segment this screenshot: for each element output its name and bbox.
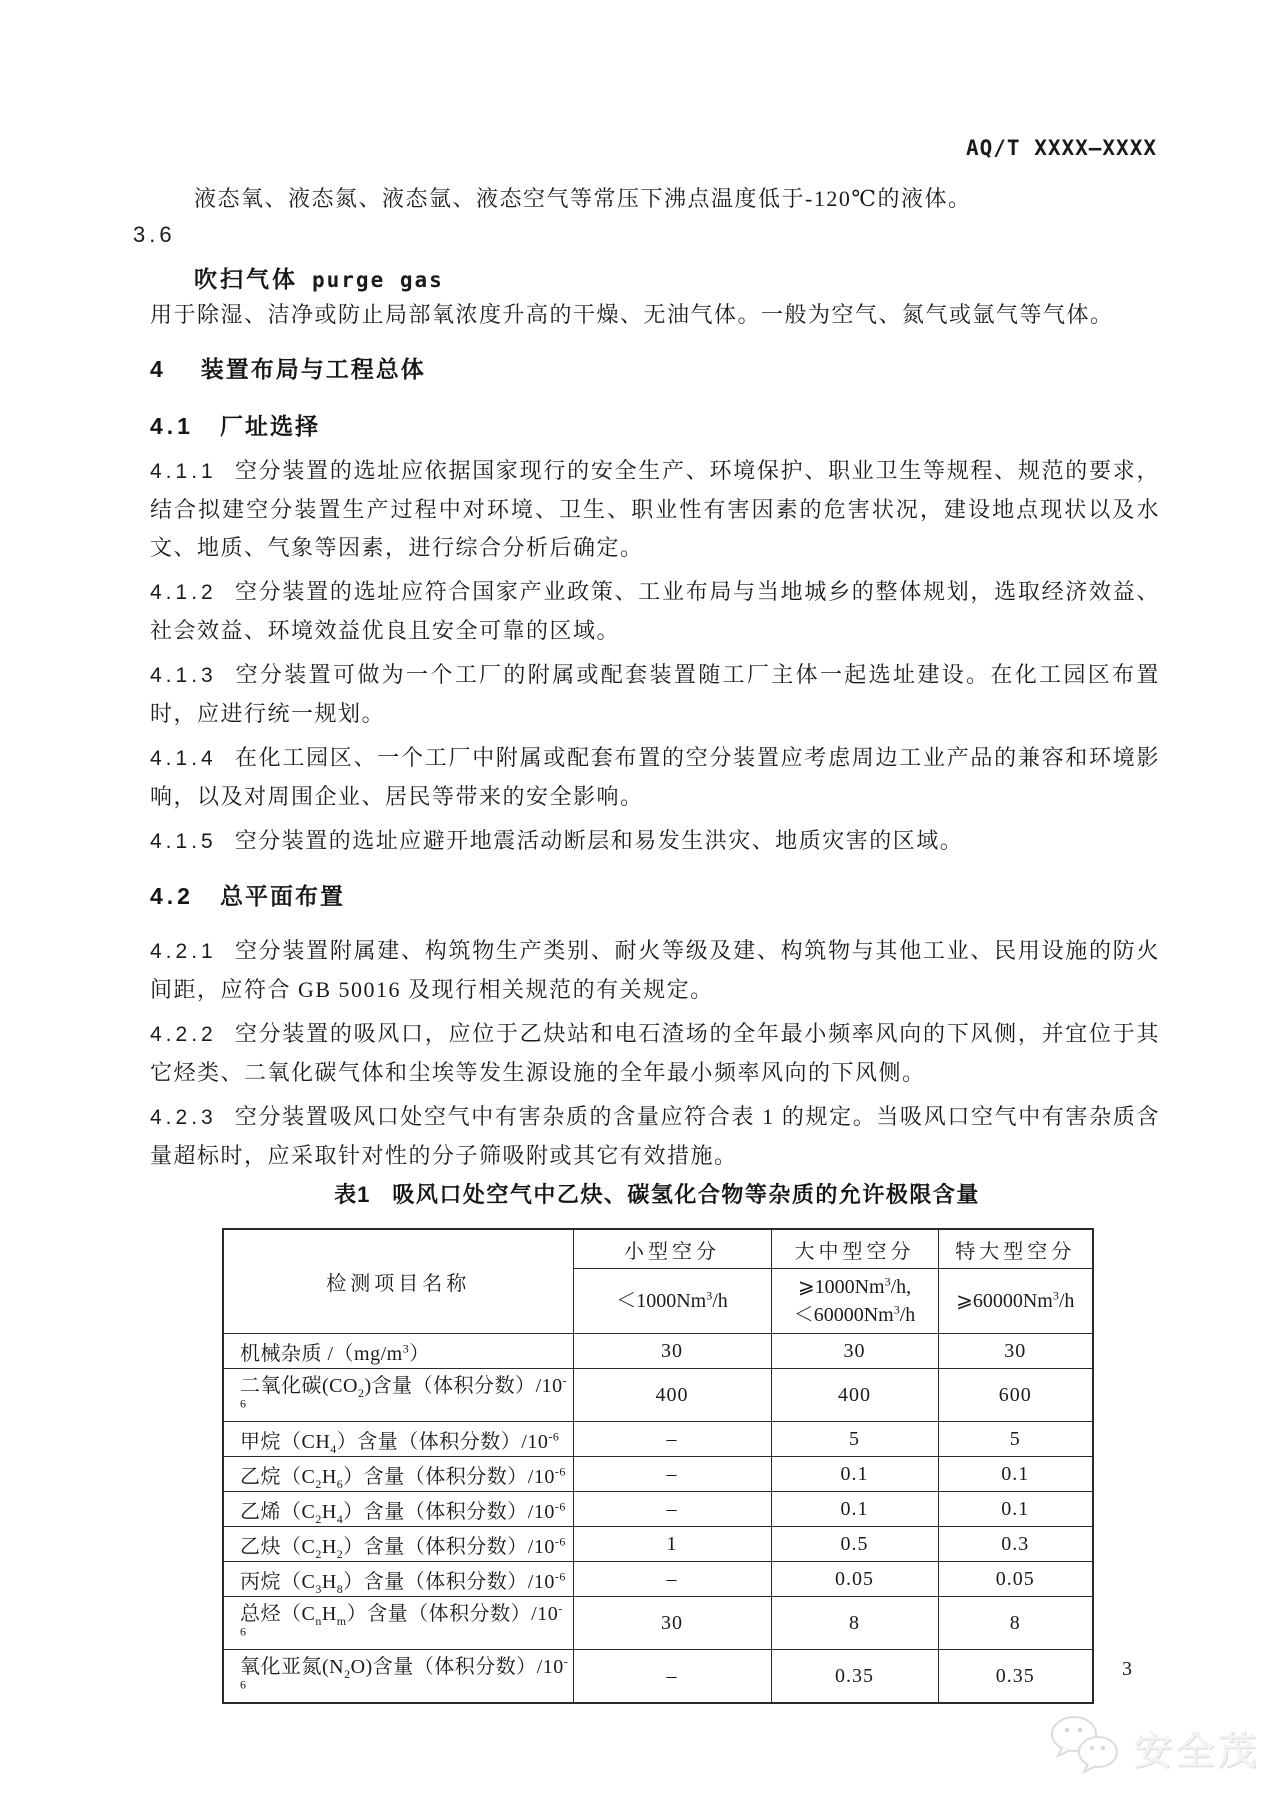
- row-value-medium-large: 5: [771, 1422, 938, 1457]
- row-value-medium-large: 0.1: [771, 1457, 938, 1492]
- table-1-caption-title: 吸风口处空气中乙炔、碳氢化合物等杂质的允许极限含量: [392, 1182, 980, 1207]
- row-value-medium-large: 0.35: [771, 1650, 938, 1704]
- row-value-small: –: [573, 1422, 771, 1457]
- table-1-body: [223, 1334, 1093, 1704]
- row-value-medium-large: 0.5: [771, 1527, 938, 1562]
- row-value-extra-large: 5: [938, 1422, 1093, 1457]
- heading-4-2-title: 总平面布置: [219, 883, 345, 909]
- clause-4-1-4: [150, 739, 1160, 816]
- table-row: [223, 1562, 1093, 1597]
- clause-number: 4.2.3: [150, 1106, 217, 1129]
- clause-4-1-5: [150, 822, 1160, 861]
- term-english: purge gas: [312, 268, 444, 292]
- table-1-caption: [222, 1178, 1092, 1209]
- row-item-label: 丙烷$(C_3H_8)$含量（体积分数）$/10^{-6}$: [223, 1562, 573, 1597]
- heading-4-1-number: 4.1: [150, 413, 194, 439]
- clause-4-2-3: [150, 1098, 1160, 1175]
- doc-code-header: AQ/T XXXX—XXXX: [965, 136, 1157, 160]
- page-number: 3: [1122, 1658, 1132, 1680]
- wechat-bubbles-icon: [1048, 1714, 1124, 1781]
- clause-4-1-3: [150, 656, 1160, 733]
- heading-4-number: 4: [150, 356, 167, 382]
- row-item-label: 乙炔$(C_2H_2)$含量（体积分数）$/10^{-6}$: [223, 1527, 573, 1562]
- watermark: [1048, 1714, 1260, 1781]
- table-row: [223, 1492, 1093, 1527]
- clause-text: 空分装置的选址应符合国家产业政策、工业布局与当地城乡的整体规划，选取经济效益、社会效益、环境效益优良且安全可靠的区域。: [150, 579, 1160, 643]
- row-item-label: 二氧化碳$(CO_2)$含量（体积分数）$/10^{-6}$: [223, 1369, 573, 1422]
- table-row: [223, 1369, 1093, 1422]
- col-header-medium-large: 大中型空分: [771, 1229, 938, 1269]
- clause-3-6-number: 3.6: [133, 222, 176, 247]
- col-header-small: 小型空分: [573, 1229, 771, 1269]
- clause-4-2-1: [150, 932, 1160, 1009]
- row-item-label: 乙烯$(C_2H_4)$含量（体积分数）$/10^{-6}$: [223, 1492, 573, 1527]
- row-value-small: 1: [573, 1527, 771, 1562]
- table-row: [223, 1457, 1093, 1492]
- heading-4-2-number: 4.2: [150, 883, 194, 909]
- row-value-medium-large: 30: [771, 1334, 938, 1369]
- row-value-small: 30: [573, 1597, 771, 1650]
- table-row: [223, 1422, 1093, 1457]
- row-value-small: –: [573, 1562, 771, 1597]
- row-value-extra-large: 0.35: [938, 1650, 1093, 1704]
- row-value-extra-large: 600: [938, 1369, 1093, 1422]
- table-row: [223, 1527, 1093, 1562]
- row-value-extra-large: 0.3: [938, 1527, 1093, 1562]
- clause-number: 4.1.3: [150, 664, 217, 687]
- clause-number: 4.1.1: [150, 460, 217, 483]
- clause-4-1-2: [150, 573, 1160, 650]
- capacity-extra-large: ⩾60000Nm$^3$/h: [938, 1269, 1093, 1334]
- clause-text: 空分装置的选址应避开地震活动断层和易发生洪灾、地质灾害的区域。: [234, 828, 964, 853]
- clause-4-1-1: [150, 452, 1160, 567]
- table-1-impurity-limits: [222, 1228, 1094, 1704]
- row-item-label: 氧化亚氮$(N_2O)$含量（体积分数）$/10^{-6}$: [223, 1650, 573, 1704]
- table-row: [223, 1597, 1093, 1650]
- clause-number: 4.1.2: [150, 581, 217, 604]
- clause-text: 在化工园区、一个工厂中附属或配套布置的空分装置应考虑周边工业产品的兼容和环境影响，以及对周围企业、居民等带来的安全影响。: [150, 745, 1160, 809]
- intro-paragraph: 液态氧、液态氮、液态氩、液态空气等常压下沸点温度低于-120℃的液体。: [194, 186, 972, 211]
- capacity-medium-large: $⩾1000Nm^3/h$, $<60000Nm^3/h$: [771, 1269, 938, 1334]
- row-value-small: 400: [573, 1369, 771, 1422]
- clause-number: 4.1.5: [150, 830, 217, 853]
- row-value-medium-large: 0.05: [771, 1562, 938, 1597]
- row-value-medium-large: 400: [771, 1369, 938, 1422]
- row-value-extra-large: 30: [938, 1334, 1093, 1369]
- row-value-small: –: [573, 1492, 771, 1527]
- clause-text: 空分装置的选址应依据国家现行的安全生产、环境保护、职业卫生等规程、规范的要求，结合拟建空分装置生产过程中对环境、卫生、职业性有害因素的危害状况，建设地点现状以及水文、地质、气象等因素，进行综合分析后确定。: [150, 458, 1160, 560]
- heading-4-title: 装置布局与工程总体: [200, 356, 426, 382]
- term-chinese: 吹扫气体: [194, 266, 298, 292]
- row-value-extra-large: 8: [938, 1597, 1093, 1650]
- table-row: [223, 1334, 1093, 1369]
- heading-4-1: [150, 409, 1160, 443]
- row-item-label: 甲烷$(CH_4)$含量（体积分数）$/10^{-6}$: [223, 1422, 573, 1457]
- col-header-item: 检测项目名称: [223, 1229, 573, 1334]
- row-item-label: 乙烷$(C_2H_6)$含量（体积分数）$/10^{-6}$: [223, 1457, 573, 1492]
- heading-4-1-title: 厂址选择: [219, 413, 320, 439]
- row-value-small: –: [573, 1457, 771, 1492]
- clause-text: 空分装置吸风口处空气中有害杂质的含量应符合表 1 的规定。当吸风口空气中有害杂质含量超标时，应采取针对性的分子筛吸附或其它有效措施。: [150, 1104, 1160, 1168]
- clause-4-2-2: [150, 1015, 1160, 1092]
- clause-text: 空分装置可做为一个工厂的附属或配套装置随工厂主体一起选址建设。在化工园区布置时，应进行统一规划。: [150, 662, 1160, 726]
- clause-number: 4.1.4: [150, 747, 217, 770]
- row-item-label: 总烃$(C_nH_m)$含量（体积分数）$/10^{-6}$: [223, 1597, 573, 1650]
- table-row: [223, 1650, 1093, 1704]
- row-value-extra-large: 0.1: [938, 1492, 1093, 1527]
- clause-number: 4.2.2: [150, 1023, 217, 1046]
- row-value-medium-large: 0.1: [771, 1492, 938, 1527]
- row-value-small: 30: [573, 1334, 771, 1369]
- heading-4-2: [150, 879, 1160, 913]
- watermark-text: 安全茂: [1134, 1731, 1261, 1773]
- row-item-label: 机械杂质 $/(mg/m^3)$: [223, 1334, 573, 1369]
- row-value-extra-large: 0.05: [938, 1562, 1093, 1597]
- clause-text: 空分装置的吸风口，应位于乙炔站和电石渣场的全年最小频率风向的下风侧，并宜位于其它烃类、二氧化碳气体和尘埃等发生源设施的全年最小频率风向的下风侧。: [150, 1021, 1160, 1085]
- col-header-extra-large: 特大型空分: [938, 1229, 1093, 1269]
- row-value-small: –: [573, 1650, 771, 1704]
- heading-4: [150, 352, 1160, 386]
- clause-number: 4.2.1: [150, 940, 217, 963]
- clause-text: 空分装置附属建、构筑物生产类别、耐火等级及建、构筑物与其他工业、民用设施的防火间距，应符合 GB 50016 及现行相关规范的有关规定。: [150, 938, 1160, 1002]
- table-1-caption-label: 表1: [334, 1182, 371, 1207]
- capacity-small: $<1000Nm^3/h$: [573, 1269, 771, 1334]
- row-value-extra-large: 0.1: [938, 1457, 1093, 1492]
- row-value-medium-large: 8: [771, 1597, 938, 1650]
- term-line: [194, 262, 1160, 300]
- term-definition: 用于除湿、洁净或防止局部氧浓度升高的干燥、无油气体。一般为空气、氮气或氩气等气体。: [150, 302, 1114, 327]
